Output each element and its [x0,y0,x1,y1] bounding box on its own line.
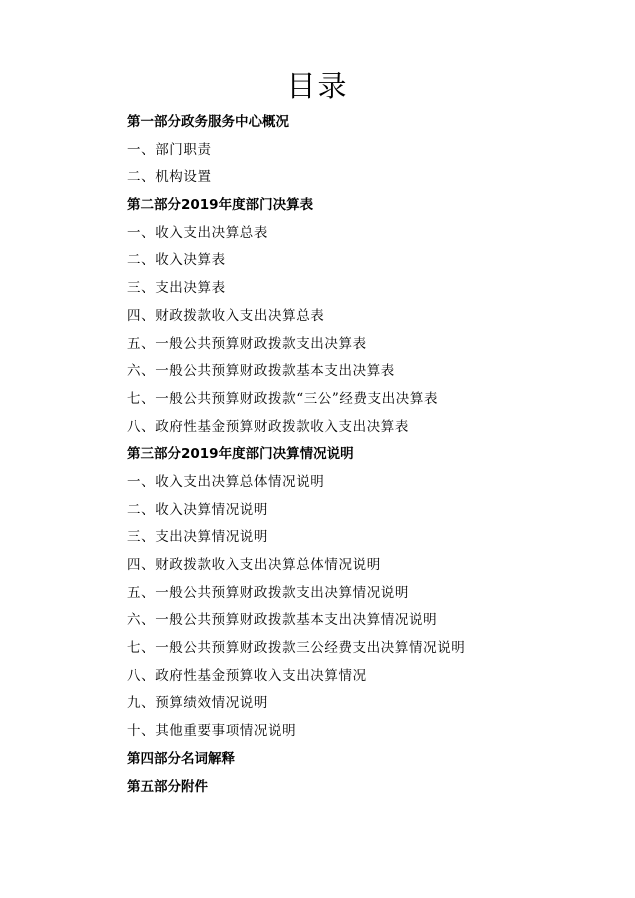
toc-item: 五、一般公共预算财政拨款支出决算情况说明 [127,584,409,601]
toc-item: 二、收入决算情况说明 [127,501,268,518]
toc-item: 八、政府性基金预算财政拨款收入支出决算表 [127,418,409,435]
toc-item: 六、一般公共预算财政拨款基本支出决算表 [127,363,395,380]
toc-part-heading: 第一部分政务服务中心概况 [127,114,289,130]
toc-item: 二、机构设置 [127,169,212,186]
toc-item: 九、预算绩效情况说明 [127,695,268,712]
toc-item: 一、收入支出决算总表 [127,224,268,241]
page-title: 目录 [286,69,349,103]
toc-item: 十、其他重要事项情况说明 [127,723,297,740]
toc-item: 四、财政拨款收入支出决算总表 [127,307,325,324]
toc-item: 八、政府性基金预算收入支出决算情况 [127,667,367,684]
toc-item: 五、一般公共预算财政拨款支出决算表 [127,335,367,352]
toc-item: 七、一般公共预算财政拨款三公经费支出决算情况说明 [127,640,466,657]
toc-item: 二、收入决算表 [127,252,226,269]
toc-part-heading: 第三部分2019年度部门决算情况说明 [127,446,354,463]
toc-part-heading: 第二部分2019年度部门决算表 [127,197,314,214]
toc-item: 四、财政拨款收入支出决算总体情况说明 [127,557,381,573]
toc-part-heading: 第五部分附件 [127,778,208,795]
toc-item: 七、一般公共预算财政拨款“三公”经费支出决算表 [127,390,439,407]
toc-part-heading: 第四部分名词解释 [127,750,235,767]
toc-item: 一、部门职责 [127,141,212,158]
toc-item: 三、支出决算表 [127,280,226,297]
toc-item: 三、支出决算情况说明 [127,529,268,546]
toc-item: 一、收入支出决算总体情况说明 [127,473,325,490]
toc-item: 六、一般公共预算财政拨款基本支出决算情况说明 [127,612,438,629]
table-of-contents [127,109,607,801]
